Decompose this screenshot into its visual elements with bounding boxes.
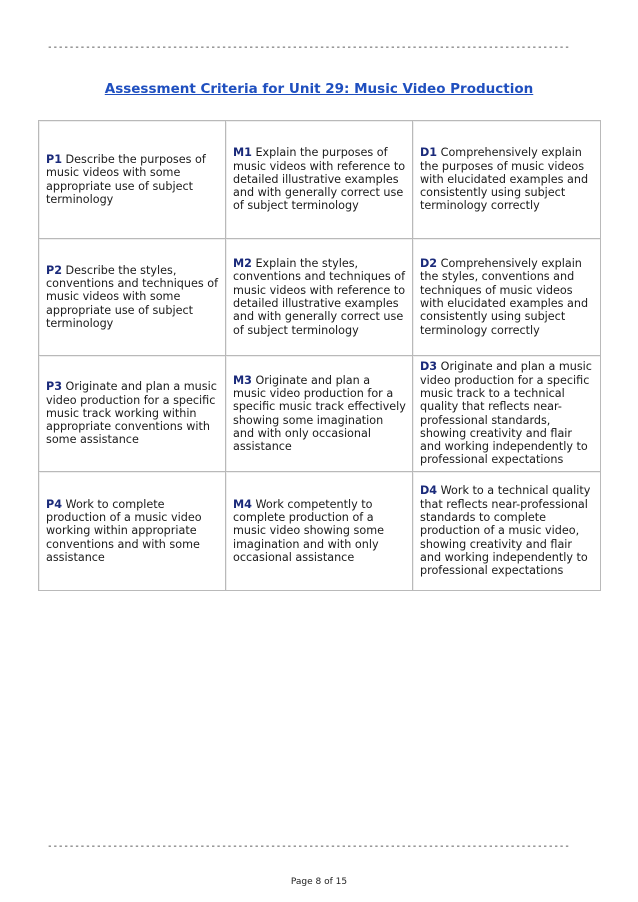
criteria-row-1 bbox=[39, 121, 601, 239]
criterion-text: Comprehensively explain the purposes of music videos with elucidated examples and consistently using subject terminology correctly bbox=[420, 146, 589, 213]
criterion-code: D2 bbox=[420, 257, 438, 271]
merit-criterion-cell bbox=[226, 356, 413, 472]
page-title: Assessment Criteria for Unit 29: Music Video Production bbox=[104, 81, 534, 97]
merit-criterion-cell bbox=[226, 472, 413, 591]
pass-criterion-cell bbox=[39, 356, 226, 472]
criterion-text: Work to complete production of a music video working within appropriate conventions and with some assistance bbox=[46, 497, 202, 564]
criterion-code: D1 bbox=[420, 146, 438, 160]
criterion-text: Originate and plan a music video production for a specific music track effectively showing some imagination and with only occasional assistance bbox=[233, 373, 406, 454]
top-separator-line: ------------------------------------------------------------------------------------------------ bbox=[47, 42, 570, 53]
criteria-row-2 bbox=[39, 239, 601, 356]
criterion-text: Explain the styles, conventions and techniques of music videos with reference to detailed illustrative examples and with generally correct use of subject terminology bbox=[233, 257, 406, 337]
criterion-code: D3 bbox=[420, 360, 438, 374]
criterion-code: M3 bbox=[233, 373, 252, 387]
assessment-criteria-table bbox=[38, 120, 601, 591]
criterion-text: Work competently to complete production of a music video showing some imagination and with only occasional assistance bbox=[233, 497, 384, 564]
criterion-code: M2 bbox=[233, 257, 252, 271]
distinction-criterion-cell bbox=[413, 121, 601, 239]
criterion-code: P2 bbox=[46, 263, 62, 277]
merit-criterion-cell bbox=[226, 239, 413, 356]
pass-criterion-cell bbox=[39, 121, 226, 239]
criterion-text: Comprehensively explain the styles, conventions and techniques of music videos with elucidated examples and consistently using subject terminology correctly bbox=[420, 257, 589, 337]
criterion-text: Explain the purposes of music videos with reference to detailed illustrative examples and with generally correct use of subject terminology bbox=[233, 146, 406, 213]
pass-criterion-cell bbox=[39, 472, 226, 591]
pass-criterion-cell bbox=[39, 239, 226, 356]
criterion-code: P1 bbox=[46, 152, 62, 166]
criterion-text: Describe the purposes of music videos with some appropriate use of subject terminology bbox=[46, 152, 206, 206]
criterion-code: P4 bbox=[46, 497, 62, 511]
merit-criterion-cell bbox=[226, 121, 413, 239]
page-number: Page 8 of 15 bbox=[290, 877, 348, 887]
criterion-code: P3 bbox=[46, 380, 62, 394]
distinction-criterion-cell bbox=[413, 356, 601, 472]
criterion-code: M1 bbox=[233, 146, 252, 160]
distinction-criterion-cell bbox=[413, 239, 601, 356]
criterion-code: M4 bbox=[233, 497, 252, 511]
criterion-text: Describe the styles, conventions and techniques of music videos with some appropriate use of subject terminology bbox=[46, 263, 219, 330]
criteria-row-4 bbox=[39, 472, 601, 591]
criterion-text: Originate and plan a music video production for a specific music track working within appropriate conventions with some assistance bbox=[46, 380, 217, 447]
criteria-row-3 bbox=[39, 356, 601, 472]
distinction-criterion-cell bbox=[413, 472, 601, 591]
criterion-text: Originate and plan a music video production for a specific music track to a technical quality that reflects near-professional standards, showing creativity and flair and working independently to professional expectations bbox=[420, 360, 592, 467]
criterion-text: Work to a technical quality that reflects near-professional standards to complete production of a music video, showing creativity and flair and working independently to professional expectations bbox=[420, 484, 591, 578]
criterion-code: D4 bbox=[420, 484, 438, 498]
bottom-separator-line: ------------------------------------------------------------------------------------------------ bbox=[47, 841, 570, 852]
